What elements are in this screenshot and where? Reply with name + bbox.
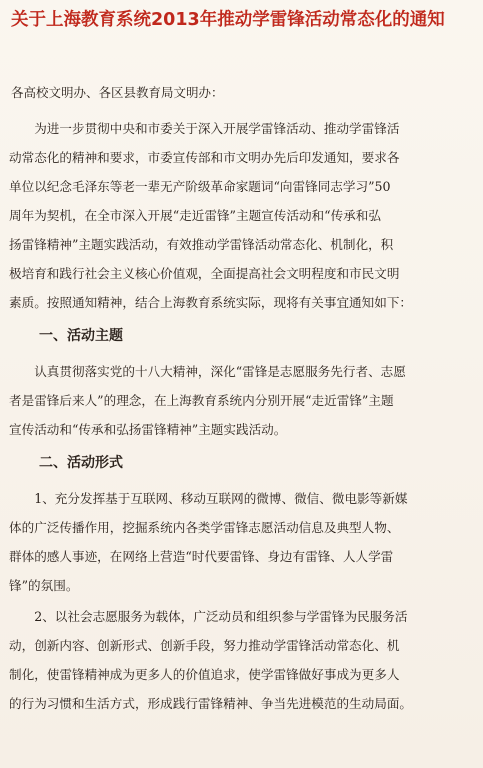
text-line: 锋”的氛围。	[9, 578, 79, 593]
text-line: 者是雷锋后来人”的理念，在上海教育系统内分别开展“走近雷锋”主题	[9, 393, 394, 408]
text-line: 认真贯彻落实党的十八大精神，深化“雷锋是志愿服务先行者、志愿	[9, 364, 406, 379]
text-line: 1、充分发挥基于互联网、移动互联网的微博、微信、微电影等新媒	[9, 491, 408, 506]
text-line: 动常态化的精神和要求，市委宣传部和市文明办先后印发通知，要求各	[9, 150, 400, 165]
text-line: 体的广泛传播作用，挖掘系统内各类学雷锋志愿活动信息及典型人物、	[9, 520, 400, 535]
format-item-2	[9, 602, 467, 718]
text-line: 扬雷锋精神”主题实践活动，有效推动学雷锋活动常态化、机制化，积	[9, 237, 394, 252]
text-line: 极培育和践行社会主义核心价值观，全面提高社会文明程度和市民文明	[9, 266, 400, 281]
text-line: 周年为契机，在全市深入开展“走近雷锋”主题宣传活动和“传承和弘	[9, 208, 381, 223]
text-line: 宣传活动和“传承和弘扬雷锋精神”主题实践活动。	[9, 422, 287, 437]
section-heading-format: 二、活动形式	[39, 455, 123, 471]
format-item-1	[9, 484, 467, 600]
theme-paragraph	[9, 357, 467, 444]
salutation: 各高校文明办、各区县教育局文明办：	[11, 85, 224, 100]
text-line: 素质。按照通知精神，结合上海教育系统实际，现将有关事宜通知如下：	[9, 295, 412, 310]
text-line: 的行为习惯和生活方式，形成践行雷锋精神、争当先进模范的生动局面。	[9, 696, 412, 711]
text-line: 为进一步贯彻中央和市委关于深入开展学雷锋活动、推动学雷锋活	[9, 121, 400, 136]
text-line: 动，创新内容、创新形式、创新手段，努力推动学雷锋活动常态化、机	[9, 638, 400, 653]
text-line: 制化，使雷锋精神成为更多人的价值追求，使学雷锋做好事成为更多人	[9, 667, 400, 682]
text-line: 2、以社会志愿服务为载体，广泛动员和组织参与学雷锋为民服务活	[9, 609, 408, 624]
text-line: 单位以纪念毛泽东等老一辈无产阶级革命家题词“向雷锋同志学习”50	[9, 179, 391, 194]
text-line: 群体的感人事迹，在网络上营造“时代要雷锋、身边有雷锋、人人学雷	[9, 549, 394, 564]
intro-paragraph	[9, 114, 467, 317]
document-title: 关于上海教育系统2013年推动学雷锋活动常态化的通知	[11, 10, 445, 30]
section-heading-theme: 一、活动主题	[39, 328, 123, 344]
